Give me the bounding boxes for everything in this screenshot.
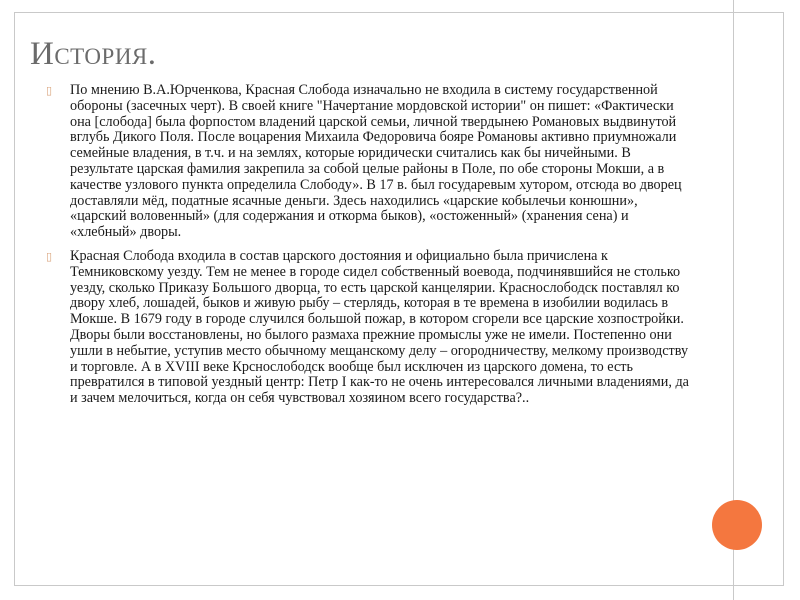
paragraph-text: Красная Слобода входила в состав царского достояния и официально была причислена к Темниковскому уезду. Тем не менее в городе сидел собственный воевода, подчинявшийся не столько уезду, сколько Приказу Большого дворца, то есть царской канцелярии. Краснослободск поставлял ко двору хлеб, лошадей, быков и живую рыбу – стерлядь, которая в те времена в изобилии водилась в Мокше. В 1679 году в городе случился большой пожар, в котором сгорели все царские хозпостройки. Дворы были восстановлены, но былого размаха прежние промыслы уже не имели. Постепенно они ушли в небытие, уступив место обычному мещанскому делу – огородничеству, мелкому производству и торговле. А в XVIII веке Крсноcлободск вообще был исключен из царского домена, то есть превратился в типовой уездный центр: Петр I как-то не очень интересовался личными владениями, да и зачем мелочиться, когда он себя чувствовал хозяином всего государства?.. <box>70 247 689 407</box>
bullet-icon: ▯ <box>46 84 53 97</box>
bullet-paragraph-2 <box>46 249 696 407</box>
slide-title: История. <box>30 36 157 72</box>
bullet-paragraph-1 <box>46 83 696 241</box>
bullet-icon: ▯ <box>46 249 53 263</box>
orange-circle-decoration <box>712 500 762 550</box>
paragraph-text: По мнению В.А.Юрченкова, Красная Слобода изначально не входила в систему государственной обороны (засечных черт). В своей книге "Начертание мордовской истории" он пишет: «Фактически она [слобода] была форпостом владений царской семьи, личной твердынею Романовых выдвинутой вглубь Дикого Поля. После воцарения Михаила Федоровича бояре Романовы активно приумножали семейные владения, в т.ч. и на землях, которые юридически считались как бы ничейными. В результате царская фамилия закрепила за собой целые районы в Поле, по обе стороны Мокши, а в качестве узлового пункта определила Слободу». В 17 в. был государевым хутором, отсюда во дворец доставляли мёд, податные ясачные деньги. Здесь находились «царские кобылечьи конюшни», «царский воловенный» (для содержания и откорма быков), «остоженный» (хранения сена) и «хлебный» дворы. <box>70 82 682 241</box>
bullet-list <box>46 83 696 415</box>
